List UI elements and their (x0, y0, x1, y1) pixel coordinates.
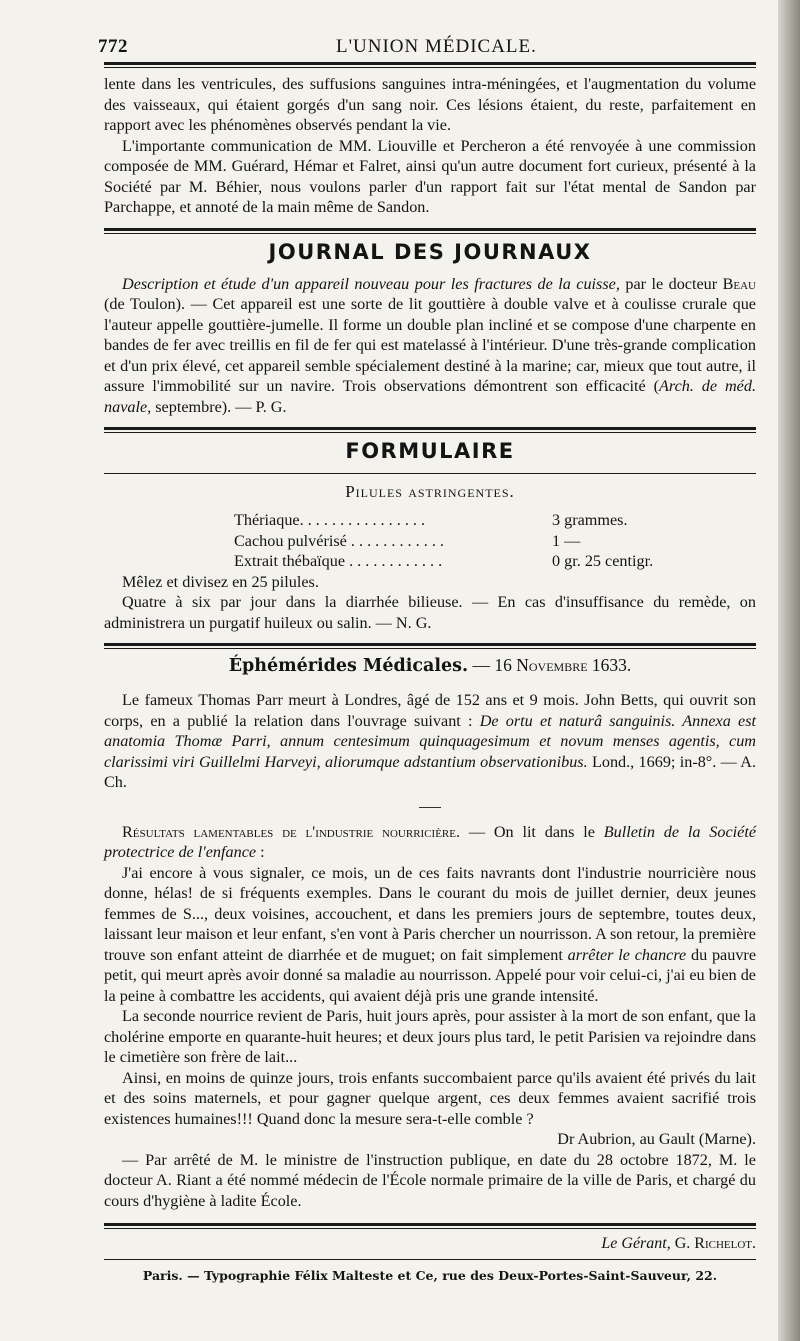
journal-paragraph: Description et étude d'un appareil nouveau pour les fractures de la cuisse, par le docteur Beau (de Toulon). — Cet appareil est une sorte de lit gouttière à double valve et à coulisse crurale que l'auteur appelle gouttière-jumelle. Il forme un double plan incliné et se compose d'une charpente en bandes de fer avec treillis en fil de fer qui est matelassé à l'intérieur. D'une très-grande complication et d'un prix élevé, cet appareil semble spécialement destiné à la marine; car, mieux que tout autre, il assure l'immobilité sur un navire. Trois observations démontrent son efficacité (Arch. de méd. navale, septembre). — P. G. (104, 274, 756, 416)
article-title: Description et étude d'un appareil nouveau pour les fractures de la cuisse, (122, 274, 620, 293)
nourrices-paragraph-2: La seconde nourrice revient de Paris, huit jours après, pour assister à la mort de son enfant, que la cholérine emporte en quarante-huit heures; et deux jours plus tard, le petit Parisien va rejoindre dans le cimetière son frère de lait... (104, 1007, 756, 1066)
footer-rule (104, 1223, 756, 1229)
section-rule (104, 427, 756, 433)
signature: Dr Aubrion, au Gault (Marne). (557, 1130, 756, 1148)
recipe-usage: Quatre à six par jour dans la diarrhée bilieuse. — En cas d'insuffisance du remède, on administrera un purgatif huileux ou salin. — N. G. (104, 593, 756, 632)
section-rule (104, 228, 756, 234)
source-name: Arch. de méd. navale, (104, 377, 756, 416)
gerant-line: Le Gérant, G. Richelot. (601, 1235, 756, 1252)
journal-section-title: JOURNAL DES JOURNAUX (268, 239, 592, 264)
intro-paragraph-2: L'importante communication de MM. Liouville et Percheron a été renvoyée à une commission composée de MM. Guérard, Hémar et Falret, ainsi qu'un autre document fort curieux, présenté à la Société par M. Béhier, nous voulons parler d'un rapport fait sur l'état mental de Sandon par Parchappe, et annoté de la main même de Sandon. (104, 136, 756, 216)
header-rule (104, 62, 756, 68)
journal-title: L'UNION MÉDICALE. (336, 36, 537, 57)
ephemerides-title: Éphémérides Médicales. — 16 Novembre 1633. (228, 655, 632, 676)
separator-dash (419, 807, 441, 808)
recipe-row: Thériaque. . . . . . . . . . . . . . . . 3 grammes. (234, 511, 628, 529)
nourrices-heading: Résultats lamentables de l'industrie nourricière. — On lit dans le Bulletin de la Société protectrice de l'enfance : (104, 822, 756, 861)
author-name: Beau (722, 274, 756, 293)
recipe-table (234, 510, 756, 572)
ephemerides-text: Le fameux Thomas Parr meurt à Londres, âgé de 152 ans et 9 mois. John Betts, qui ouvrit son corps, en a publié la relation dans l'ouvrage suivant : De ortu et naturâ sanguinis. Annexa est anatomia Thomæ Parri, annum centesimum quinquagesimum et novum menses agentis, cum clarissimi viri Guillelmi Harveyi, aliorumque adstantium observationibus. Lond., 1669; in-8°. — A. Ch. (104, 691, 757, 791)
arrete-paragraph: — Par arrêté de M. le ministre de l'instruction publique, en date du 28 octobre 1872, M. le docteur A. Riant a été nommé médecin de l'École normale primaire de la ville de Paris, et chargé du cours d'hygiène à ladite École. (104, 1150, 756, 1210)
intro-paragraph-1: lente dans les ventricules, des suffusions sanguines intra-méningées, et l'augmentation du volume des vaisseaux, qui étaient gorgés d'un sang noir. Ces lésions étaient, du reste, parfaitement en rapport avec les phénomènes observés pendant la vie. (104, 75, 756, 134)
section-rule (104, 643, 756, 649)
formulaire-rule (104, 473, 756, 474)
recipe-mix: Mêlez et divisez en 25 pilules. (122, 572, 319, 591)
recipe-row: Cachou pulvérisé . . . . . . . . . . . . 1 — (234, 531, 581, 550)
book-spine-shadow (778, 0, 800, 1341)
nourrices-paragraph-3: Ainsi, en moins de quinze jours, trois enfants succombaient parce qu'ils avaient été privés du lait et des soins maternels, et pour gagner quelque argent, ces deux femmes avaient sacrifié trois existences humaines!!! Quand donc la mesure sera-t-elle comble ? (104, 1068, 756, 1128)
nourrices-paragraph-1: J'ai encore à vous signaler, ce mois, un de ces faits navrants dont l'industrie nourricière nous donne, hélas! de si fréquents exemples. Dans le courant du mois de juillet dernier, deux jeunes femmes de S..., deux voisines, accouchent, et dans les premiers jours de septembre, toutes deux, laissant leur maison et leur enfant, s'en vont à Paris chercher un nourrisson. A son retour, la première trouve son enfant atteint de diarrhée et de muguet; on fait simplement arrêter le chancre du pauvre petit, qui meurt après avoir donné sa maladie au nourrisson. Appelé pour voir celui-ci, j'ai eu bien de la peine à combattre les accidents, qui avaient déjà pris une grande intensité. (104, 863, 757, 1005)
imprint: Paris. — Typographie Félix Malteste et Ce, rue des Deux-Portes-Saint-Sauveur, 22. (142, 1268, 718, 1283)
recipe-row: Extrait thébaïque . . . . . . . . . . . . 0 gr. 25 centigr. (234, 552, 654, 570)
recipe-title: Pilules astringentes. (345, 482, 515, 501)
page-number: 772 (98, 36, 128, 57)
formulaire-title: FORMULAIRE (345, 439, 515, 463)
imprint-rule (104, 1259, 756, 1260)
running-head (98, 30, 756, 60)
